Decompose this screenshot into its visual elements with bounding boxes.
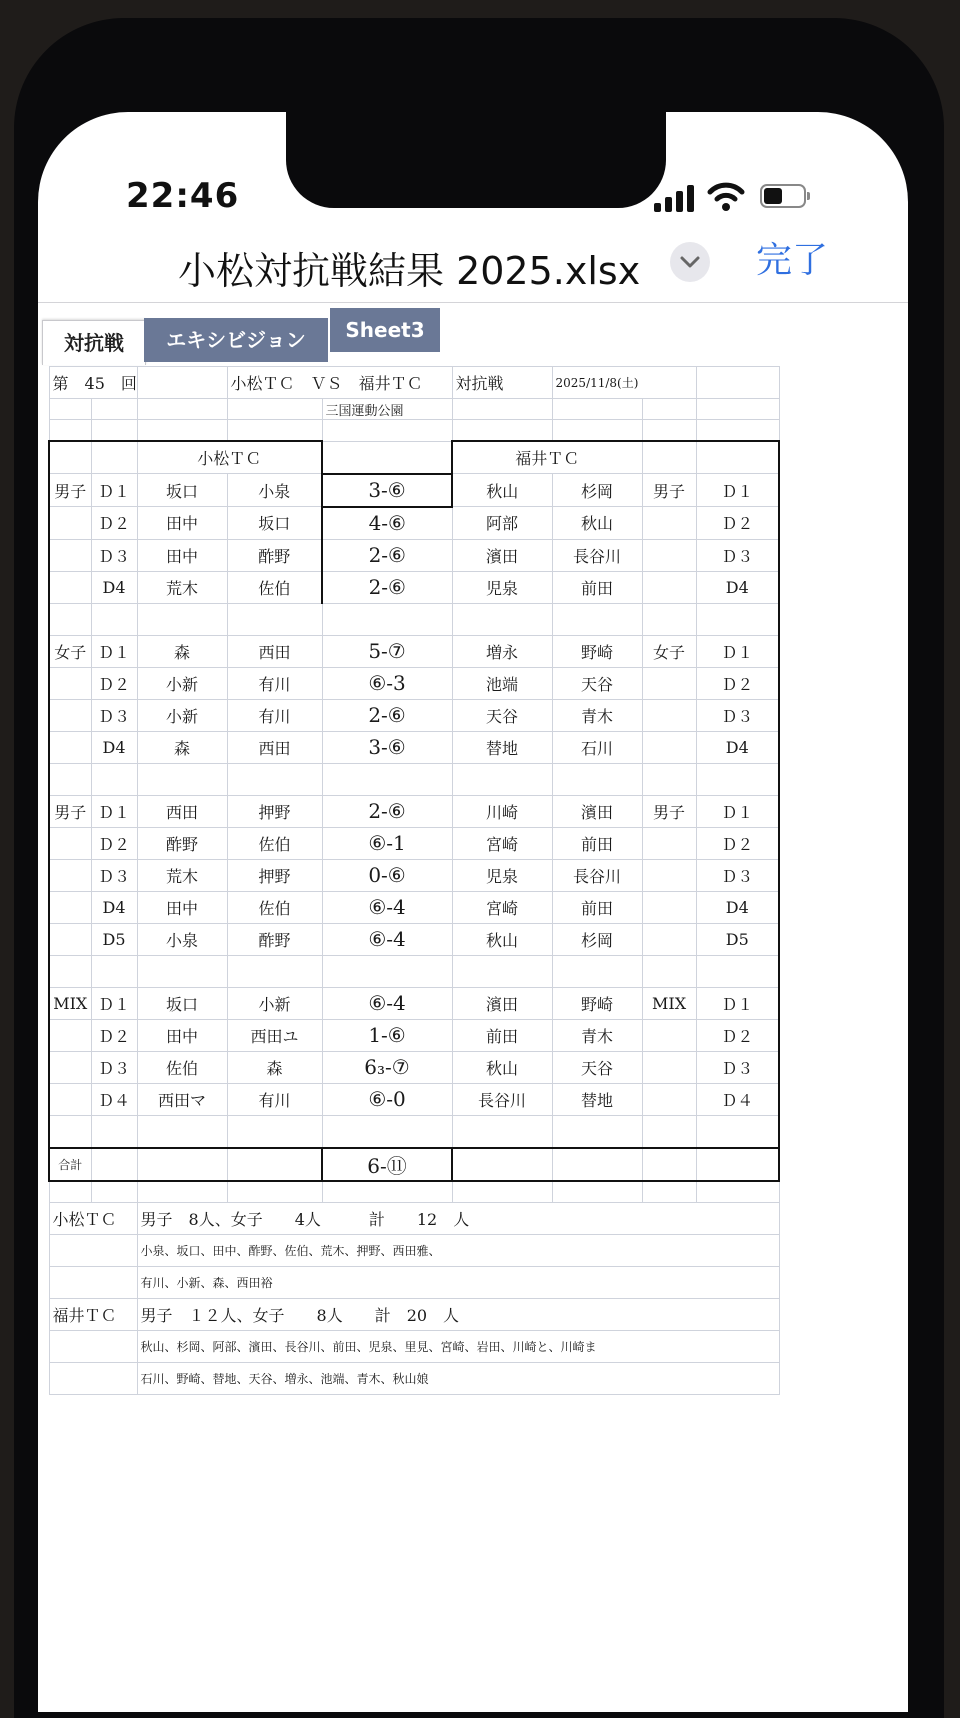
camera-notch [286, 108, 666, 208]
match-score: ⑥-3 [322, 667, 452, 699]
match-row [49, 635, 779, 667]
player-b1: 増永 [452, 635, 552, 667]
summary-row [49, 1234, 779, 1266]
summary-row [49, 1330, 779, 1362]
venue-cell: 三国運動公園 [322, 399, 452, 420]
header-row-1 [49, 367, 779, 399]
match-number: D4 [91, 731, 137, 763]
player-a2: 有川 [227, 1083, 322, 1115]
section-label-right [642, 667, 696, 699]
event-cell: 対抗戦 [452, 367, 552, 399]
nav-divider [38, 302, 908, 303]
total-row [49, 1148, 779, 1181]
match-score: 3-⑥ [322, 731, 452, 763]
phone-screen [38, 112, 908, 1712]
file-title: 小松対抗戦結果 2025.xlsx [178, 249, 641, 293]
match-row [49, 699, 779, 731]
match-number: Ｄ１ [91, 987, 137, 1019]
header-row-2 [49, 399, 779, 420]
section-label [49, 507, 91, 540]
match-row [49, 571, 779, 603]
section-label: 男子 [49, 474, 91, 507]
player-a2: 佐伯 [227, 827, 322, 859]
spacer-row [49, 763, 779, 795]
summary-names-b2: 石川、野崎、替地、天谷、増永、池端、青木、秋山娘 [137, 1362, 779, 1394]
match-row [49, 539, 779, 571]
player-a2: 小泉 [227, 474, 322, 507]
player-a1: 酢野 [137, 827, 227, 859]
player-b2: 替地 [552, 1083, 642, 1115]
section-label-right [642, 539, 696, 571]
section-label-right: 男子 [642, 795, 696, 827]
match-number-right: Ｄ３ [696, 539, 779, 571]
section-label [49, 1083, 91, 1115]
match-row [49, 987, 779, 1019]
player-b1: 秋山 [452, 1051, 552, 1083]
player-a1: 田中 [137, 1019, 227, 1051]
summary-names-a1: 小泉、坂口、田中、酢野、佐伯、荒木、押野、西田雅、 [137, 1234, 779, 1266]
player-b2: 青木 [552, 1019, 642, 1051]
player-a1: 田中 [137, 507, 227, 540]
section-label [49, 667, 91, 699]
total-score: 6-⑪ [322, 1148, 452, 1181]
player-b2: 石川 [552, 731, 642, 763]
match-number-right: Ｄ３ [696, 1051, 779, 1083]
match-score: 6₃-⑦ [322, 1051, 452, 1083]
player-b1: 川崎 [452, 795, 552, 827]
match-score: 5-⑦ [322, 635, 452, 667]
match-row [49, 667, 779, 699]
summary-names-a2: 有川、小新、森、西田裕 [137, 1266, 779, 1298]
match-row [49, 731, 779, 763]
player-b1: 前田 [452, 1019, 552, 1051]
player-a1: 森 [137, 635, 227, 667]
player-a2: 押野 [227, 795, 322, 827]
match-score: ⑥-4 [322, 891, 452, 923]
player-a2: 西田 [227, 635, 322, 667]
player-b2: 杉岡 [552, 474, 642, 507]
match-row [49, 827, 779, 859]
wifi-icon [706, 180, 746, 212]
player-a2: 酢野 [227, 539, 322, 571]
player-b2: 天谷 [552, 1051, 642, 1083]
match-number: Ｄ１ [91, 795, 137, 827]
section-label-right [642, 891, 696, 923]
section-label [49, 1051, 91, 1083]
section-label-right: MIX [642, 987, 696, 1019]
team-left-label: 小松ＴＣ [137, 441, 322, 474]
match-row [49, 859, 779, 891]
match-number-right: Ｄ２ [696, 1019, 779, 1051]
section-label [49, 859, 91, 891]
match-number: Ｄ１ [91, 635, 137, 667]
section-label-right [642, 827, 696, 859]
match-score: ⑥-4 [322, 923, 452, 955]
summary-team-a: 小松ＴＣ [49, 1202, 137, 1234]
cellular-signal-icon [654, 184, 698, 212]
match-number-right: D4 [696, 891, 779, 923]
player-b1: 児泉 [452, 859, 552, 891]
player-b2: 青木 [552, 699, 642, 731]
round-cell: 第 45 回 [49, 367, 137, 399]
player-b1: 天谷 [452, 699, 552, 731]
match-row [49, 891, 779, 923]
match-number-right: D4 [696, 731, 779, 763]
player-a1: 小新 [137, 667, 227, 699]
summary-row [49, 1362, 779, 1394]
results-table-body [49, 367, 779, 1395]
player-a1: 西田 [137, 795, 227, 827]
match-score: ⑥-0 [322, 1083, 452, 1115]
player-a1: 荒木 [137, 859, 227, 891]
section-label [49, 1019, 91, 1051]
match-number: D4 [91, 571, 137, 603]
player-a1: 坂口 [137, 987, 227, 1019]
player-b2: 野崎 [552, 987, 642, 1019]
section-label-right [642, 859, 696, 891]
section-label [49, 699, 91, 731]
battery-icon [760, 184, 806, 208]
match-number: D4 [91, 891, 137, 923]
player-a1: 森 [137, 731, 227, 763]
player-a1: 小新 [137, 699, 227, 731]
player-b2: 長谷川 [552, 539, 642, 571]
match-number: Ｄ２ [91, 507, 137, 540]
match-number: Ｄ３ [91, 539, 137, 571]
match-row [49, 1083, 779, 1115]
match-number: Ｄ１ [91, 474, 137, 507]
player-b1: 宮崎 [452, 891, 552, 923]
player-a1: 田中 [137, 539, 227, 571]
section-label-right [642, 507, 696, 540]
player-b2: 前田 [552, 827, 642, 859]
section-label-right: 男子 [642, 474, 696, 507]
spacer-row [49, 603, 779, 635]
tab-exhibition[interactable]: エキシビジョン [144, 318, 328, 362]
player-b1: 替地 [452, 731, 552, 763]
section-label: 女子 [49, 635, 91, 667]
player-a2: 西田ユ [227, 1019, 322, 1051]
summary-names-b1: 秋山、杉岡、阿部、濱田、長谷川、前田、児泉、里見、宮崎、岩田、川崎と、川崎ま [137, 1330, 779, 1362]
section-label-right [642, 1019, 696, 1051]
match-row [49, 1051, 779, 1083]
player-b1: 秋山 [452, 923, 552, 955]
match-score: ⑥-4 [322, 987, 452, 1019]
section-label-right [642, 699, 696, 731]
match-number-right: Ｄ１ [696, 474, 779, 507]
spacer-row [49, 955, 779, 987]
section-label: 男子 [49, 795, 91, 827]
player-a1: 小泉 [137, 923, 227, 955]
team-header-row [49, 441, 779, 474]
match-number-right: Ｄ４ [696, 1083, 779, 1115]
section-label-right [642, 1083, 696, 1115]
player-a2: 小新 [227, 987, 322, 1019]
match-number: Ｄ３ [91, 1051, 137, 1083]
player-a2: 有川 [227, 699, 322, 731]
section-label [49, 891, 91, 923]
player-a2: 押野 [227, 859, 322, 891]
section-label: MIX [49, 987, 91, 1019]
spreadsheet-grid[interactable] [48, 366, 783, 1386]
summary-row: 福井ＴＣ 男子 １２人、女子 8人 計 20 人 [49, 1298, 779, 1330]
match-number: D5 [91, 923, 137, 955]
match-number-right: Ｄ１ [696, 635, 779, 667]
match-number: Ｄ４ [91, 1083, 137, 1115]
team-right-label: 福井ＴＣ [452, 441, 642, 474]
match-score: 2-⑥ [322, 795, 452, 827]
match-number: Ｄ２ [91, 827, 137, 859]
player-b2: 天谷 [552, 667, 642, 699]
match-score: 2-⑥ [322, 539, 452, 571]
section-label-right [642, 923, 696, 955]
match-score: 1-⑥ [322, 1019, 452, 1051]
section-label [49, 571, 91, 603]
player-b1: 池端 [452, 667, 552, 699]
match-number-right: Ｄ２ [696, 507, 779, 540]
player-a2: 佐伯 [227, 891, 322, 923]
summary-row [49, 1266, 779, 1298]
match-number-right: Ｄ２ [696, 827, 779, 859]
section-label [49, 923, 91, 955]
match-number-right: Ｄ１ [696, 987, 779, 1019]
player-a2: 坂口 [227, 507, 322, 540]
done-button[interactable]: 完了 [756, 240, 829, 281]
match-number-right: D5 [696, 923, 779, 955]
match-number: Ｄ３ [91, 859, 137, 891]
chevron-down-icon[interactable] [670, 242, 710, 282]
match-score: 2-⑥ [322, 571, 452, 603]
match-row [49, 507, 779, 540]
player-a2: 酢野 [227, 923, 322, 955]
player-b2: 前田 [552, 891, 642, 923]
player-a2: 西田 [227, 731, 322, 763]
section-label-right [642, 1051, 696, 1083]
player-a1: 田中 [137, 891, 227, 923]
player-b1: 阿部 [452, 507, 552, 540]
match-number-right: Ｄ３ [696, 699, 779, 731]
spacer-row [49, 1115, 779, 1148]
match-score: 2-⑥ [322, 699, 452, 731]
player-b2: 濱田 [552, 795, 642, 827]
player-b1: 長谷川 [452, 1083, 552, 1115]
player-a1: 西田マ [137, 1083, 227, 1115]
match-score: ⑥-1 [322, 827, 452, 859]
match-score: 0-⑥ [322, 859, 452, 891]
player-b1: 秋山 [452, 474, 552, 507]
section-label-right: 女子 [642, 635, 696, 667]
match-row [49, 1019, 779, 1051]
section-label [49, 731, 91, 763]
results-table [48, 366, 780, 1395]
player-b2: 秋山 [552, 507, 642, 540]
player-b2: 杉岡 [552, 923, 642, 955]
status-time: 22:46 [126, 176, 240, 216]
player-a1: 佐伯 [137, 1051, 227, 1083]
summary-row: 小松ＴＣ 男子 8人、女子 4人 計 12 人 [49, 1202, 779, 1234]
match-number: Ｄ２ [91, 667, 137, 699]
date-cell: 2025/11/8(土) [552, 367, 696, 399]
section-label [49, 539, 91, 571]
match-score: 3-⑥ [322, 474, 452, 507]
match-row [49, 795, 779, 827]
player-b2: 前田 [552, 571, 642, 603]
player-b1: 濱田 [452, 987, 552, 1019]
tab-sheet3[interactable]: Sheet3 [330, 308, 440, 352]
match-number: Ｄ３ [91, 699, 137, 731]
player-b1: 児泉 [452, 571, 552, 603]
total-label: 合計 [49, 1148, 91, 1181]
summary-team-b: 福井ＴＣ [49, 1298, 137, 1330]
match-row [49, 474, 779, 507]
player-a1: 坂口 [137, 474, 227, 507]
player-a2: 森 [227, 1051, 322, 1083]
player-a2: 佐伯 [227, 571, 322, 603]
match-number-right: Ｄ３ [696, 859, 779, 891]
player-b2: 野崎 [552, 635, 642, 667]
player-b1: 宮崎 [452, 827, 552, 859]
player-a1: 荒木 [137, 571, 227, 603]
match-number-right: D4 [696, 571, 779, 603]
player-a2: 有川 [227, 667, 322, 699]
section-label-right [642, 731, 696, 763]
match-number: Ｄ２ [91, 1019, 137, 1051]
section-label [49, 827, 91, 859]
player-b1: 濱田 [452, 539, 552, 571]
matchup-cell: 小松ＴＣ ＶＳ 福井ＴＣ [227, 367, 452, 399]
match-row [49, 923, 779, 955]
section-label-right [642, 571, 696, 603]
tab-taikousen[interactable]: 対抗戦 [42, 320, 146, 365]
match-number-right: Ｄ２ [696, 667, 779, 699]
match-number-right: Ｄ１ [696, 795, 779, 827]
match-score: 4-⑥ [322, 507, 452, 540]
player-b2: 長谷川 [552, 859, 642, 891]
